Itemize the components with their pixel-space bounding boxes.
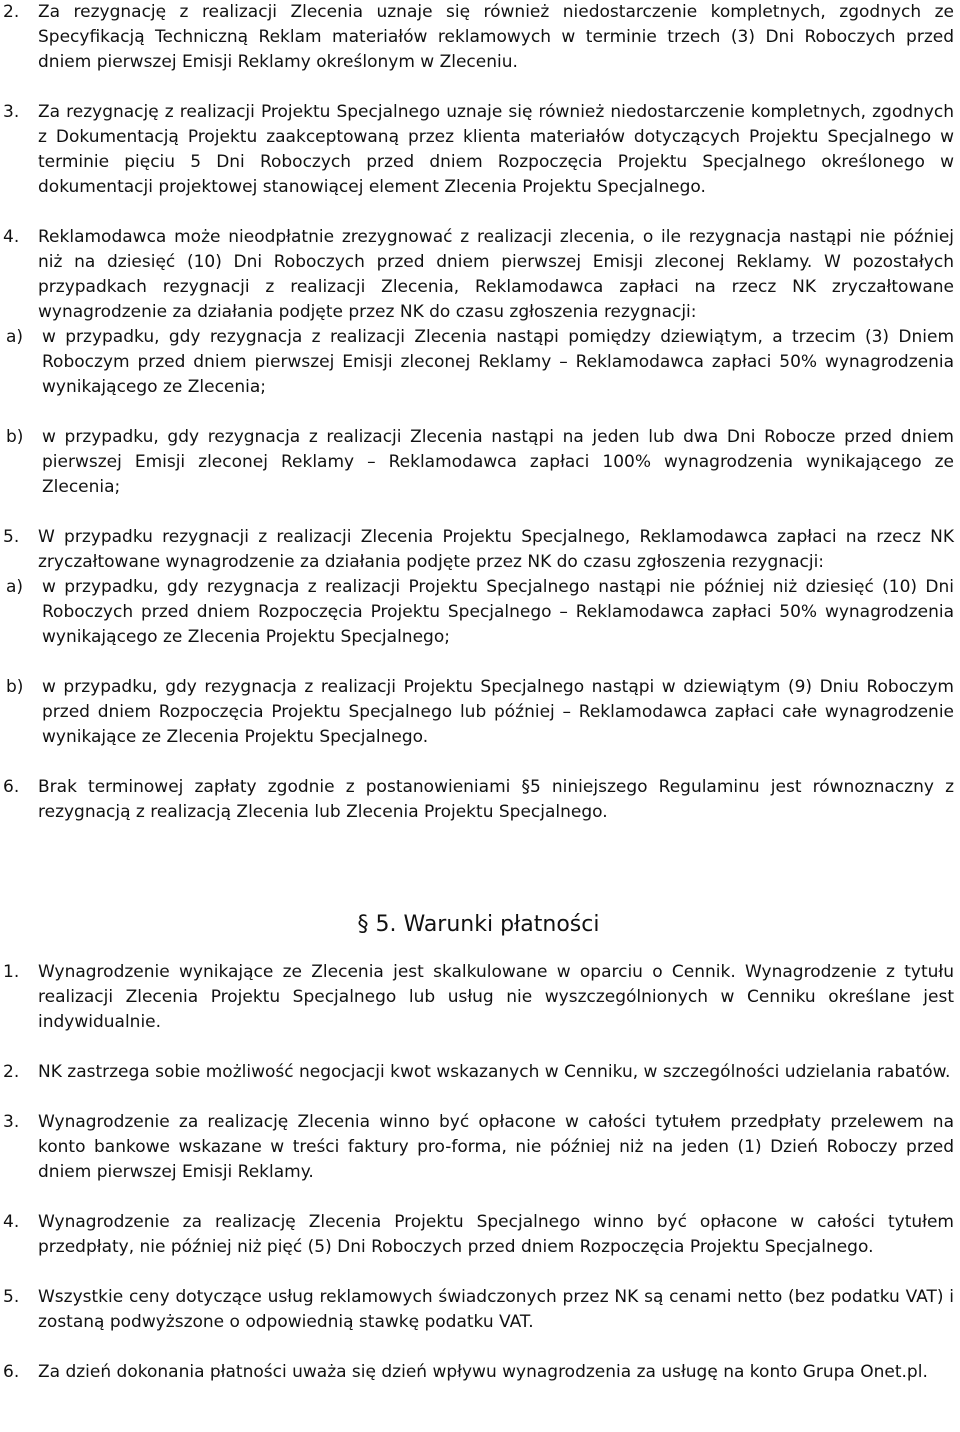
clause-5-6 bbox=[3, 1360, 954, 1385]
clause-text: Za rezygnację z realizacji Projektu Specjalnego uznaje się również niedostarczenie kompletnych, zgodnych z Dokumentacją Projektu zaakceptowaną przez klienta materiałów dotyczących Projektu Specjalnego w terminie pięciu 5 Dni Roboczych przed dniem Rozpoczęcia Projektu Specjalnego określonego w dokumentacji projektowej stanowiącej element Zlecenia Projektu Specjalnego. bbox=[38, 102, 954, 197]
clause-text: Wynagrodzenie wynikające ze Zlecenia jest skalkulowane w oparciu o Cennik. Wynagrodzenie z tytułu realizacji Zlecenia Projektu Specjalnego lub usług nie wyszczególnionych w Cenniku określane jest indywidualnie. bbox=[38, 962, 954, 1032]
clause-number: 2. bbox=[3, 1062, 20, 1082]
clause-4-4 bbox=[3, 225, 954, 325]
clause-4-5-a bbox=[6, 575, 954, 650]
subclause-label: a) bbox=[6, 577, 24, 597]
clause-text: Wynagrodzenie za realizację Zlecenia Projektu Specjalnego winno być opłacone w całości tytułem przedpłaty, nie później niż pięć (5) Dni Roboczych przed dniem Rozpoczęcia Projektu Specjalnego. bbox=[38, 1212, 954, 1257]
clause-number: 6. bbox=[3, 1362, 20, 1382]
clause-text: Reklamodawca może nieodpłatnie zrezygnować z realizacji zlecenia, o ile rezygnacja nastąpi nie później niż na dziesięć (10) Dni Roboczych przed dniem pierwszej Emisji zleconej Reklamy. W pozostałych przypadkach rezygnacji z realizacji Zlecenia, Reklamodawca zapłaci na rzecz NK zryczałtowane wynagrodzenie za działania podjęte przez NK do czasu zgłoszenia rezygnacji: bbox=[38, 227, 954, 322]
clause-4-2 bbox=[3, 0, 954, 75]
clause-4-4-a bbox=[6, 325, 954, 400]
clause-number: 3. bbox=[3, 1112, 20, 1132]
clause-4-5 bbox=[3, 525, 954, 575]
subclause-text: w przypadku, gdy rezygnacja z realizacji Zlecenia nastąpi na jeden lub dwa Dni Robocze przed dniem pierwszej Emisji zleconej Reklamy – Reklamodawca zapłaci 100% wynagrodzenia wynikającego ze Zlecenia; bbox=[42, 427, 954, 497]
section-heading: § 5. Warunki płatności bbox=[357, 912, 600, 937]
clause-number: 2. bbox=[3, 2, 20, 22]
clause-5-4 bbox=[3, 1210, 954, 1260]
clause-4-6 bbox=[3, 775, 954, 825]
clause-text: Za rezygnację z realizacji Zlecenia uznaje się również niedostarczenie kompletnych, zgodnych ze Specyfikacją Techniczną Reklam materiałów reklamowych w terminie trzech (3) Dni Roboczych przed dniem pierwszej Emisji Reklamy określonym w Zleceniu. bbox=[38, 2, 954, 72]
clause-4-5-b bbox=[6, 675, 954, 750]
subclause-text: w przypadku, gdy rezygnacja z realizacji Projektu Specjalnego nastąpi nie później niż dziesięć (10) Dni Roboczych przed dniem Rozpoczęcia Projektu Specjalnego – Reklamodawca zapłaci 50% wynagrodzenia wynikającego ze Zlecenia Projektu Specjalnego; bbox=[42, 577, 954, 647]
subclause-text: w przypadku, gdy rezygnacja z realizacji Zlecenia nastąpi pomiędzy dziewiątym, a trzecim (3) Dniem Roboczym przed dniem pierwszej Emisji zleconej Reklamy – Reklamodawca zapłaci 50% wynagrodzenia wynikającego ze Zlecenia; bbox=[42, 327, 954, 397]
clause-5-3 bbox=[3, 1110, 954, 1185]
clause-text: NK zastrzega sobie możliwość negocjacji kwot wskazanych w Cenniku, w szczególności udzielania rabatów. bbox=[38, 1062, 951, 1082]
clause-number: 1. bbox=[3, 962, 20, 982]
clause-number: 5. bbox=[3, 1287, 20, 1307]
clause-4-3 bbox=[3, 100, 954, 200]
clause-text: Wynagrodzenie za realizację Zlecenia winno być opłacone w całości tytułem przedpłaty przelewem na konto bankowe wskazane w treści faktury pro-forma, nie później niż na jeden (1) Dzień Roboczy przed dniem pierwszej Emisji Reklamy. bbox=[38, 1112, 954, 1182]
clause-number: 4. bbox=[3, 227, 20, 247]
clause-5-1 bbox=[3, 960, 954, 1035]
clause-text: Brak terminowej zapłaty zgodnie z postanowieniami §5 niniejszego Regulaminu jest równoznaczny z rezygnacją z realizacją Zlecenia lub Zlecenia Projektu Specjalnego. bbox=[38, 777, 954, 822]
subclause-label: b) bbox=[6, 677, 24, 697]
subclause-label: a) bbox=[6, 327, 24, 347]
clause-number: 6. bbox=[3, 777, 20, 797]
subclause-label: b) bbox=[6, 427, 24, 447]
clause-number: 5. bbox=[3, 527, 20, 547]
subclause-text: w przypadku, gdy rezygnacja z realizacji Projektu Specjalnego nastąpi w dziewiątym (9) Dniu Roboczym przed dniem Rozpoczęcia Projektu Specjalnego lub później – Reklamodawca zapłaci całe wynagrodzenie wynikające ze Zlecenia Projektu Specjalnego. bbox=[42, 677, 954, 747]
clause-text: W przypadku rezygnacji z realizacji Zlecenia Projektu Specjalnego, Reklamodawca zapłaci na rzecz NK zryczałtowane wynagrodzenie za działania podjęte przez NK do czasu zgłoszenia rezygnacji: bbox=[38, 527, 954, 572]
clause-text: Za dzień dokonania płatności uważa się dzień wpływu wynagrodzenia za usługę na konto Grupa Onet.pl. bbox=[38, 1362, 928, 1382]
payment-terms-list bbox=[3, 960, 954, 1385]
clause-number: 4. bbox=[3, 1212, 20, 1232]
clause-number: 3. bbox=[3, 102, 20, 122]
clause-5-2 bbox=[3, 1060, 954, 1085]
clause-5-5 bbox=[3, 1285, 954, 1335]
clause-4-4-b bbox=[6, 425, 954, 500]
clause-text: Wszystkie ceny dotyczące usług reklamowych świadczonych przez NK są cenami netto (bez podatku VAT) i zostaną podwyższone o odpowiednią stawkę podatku VAT. bbox=[38, 1287, 954, 1332]
